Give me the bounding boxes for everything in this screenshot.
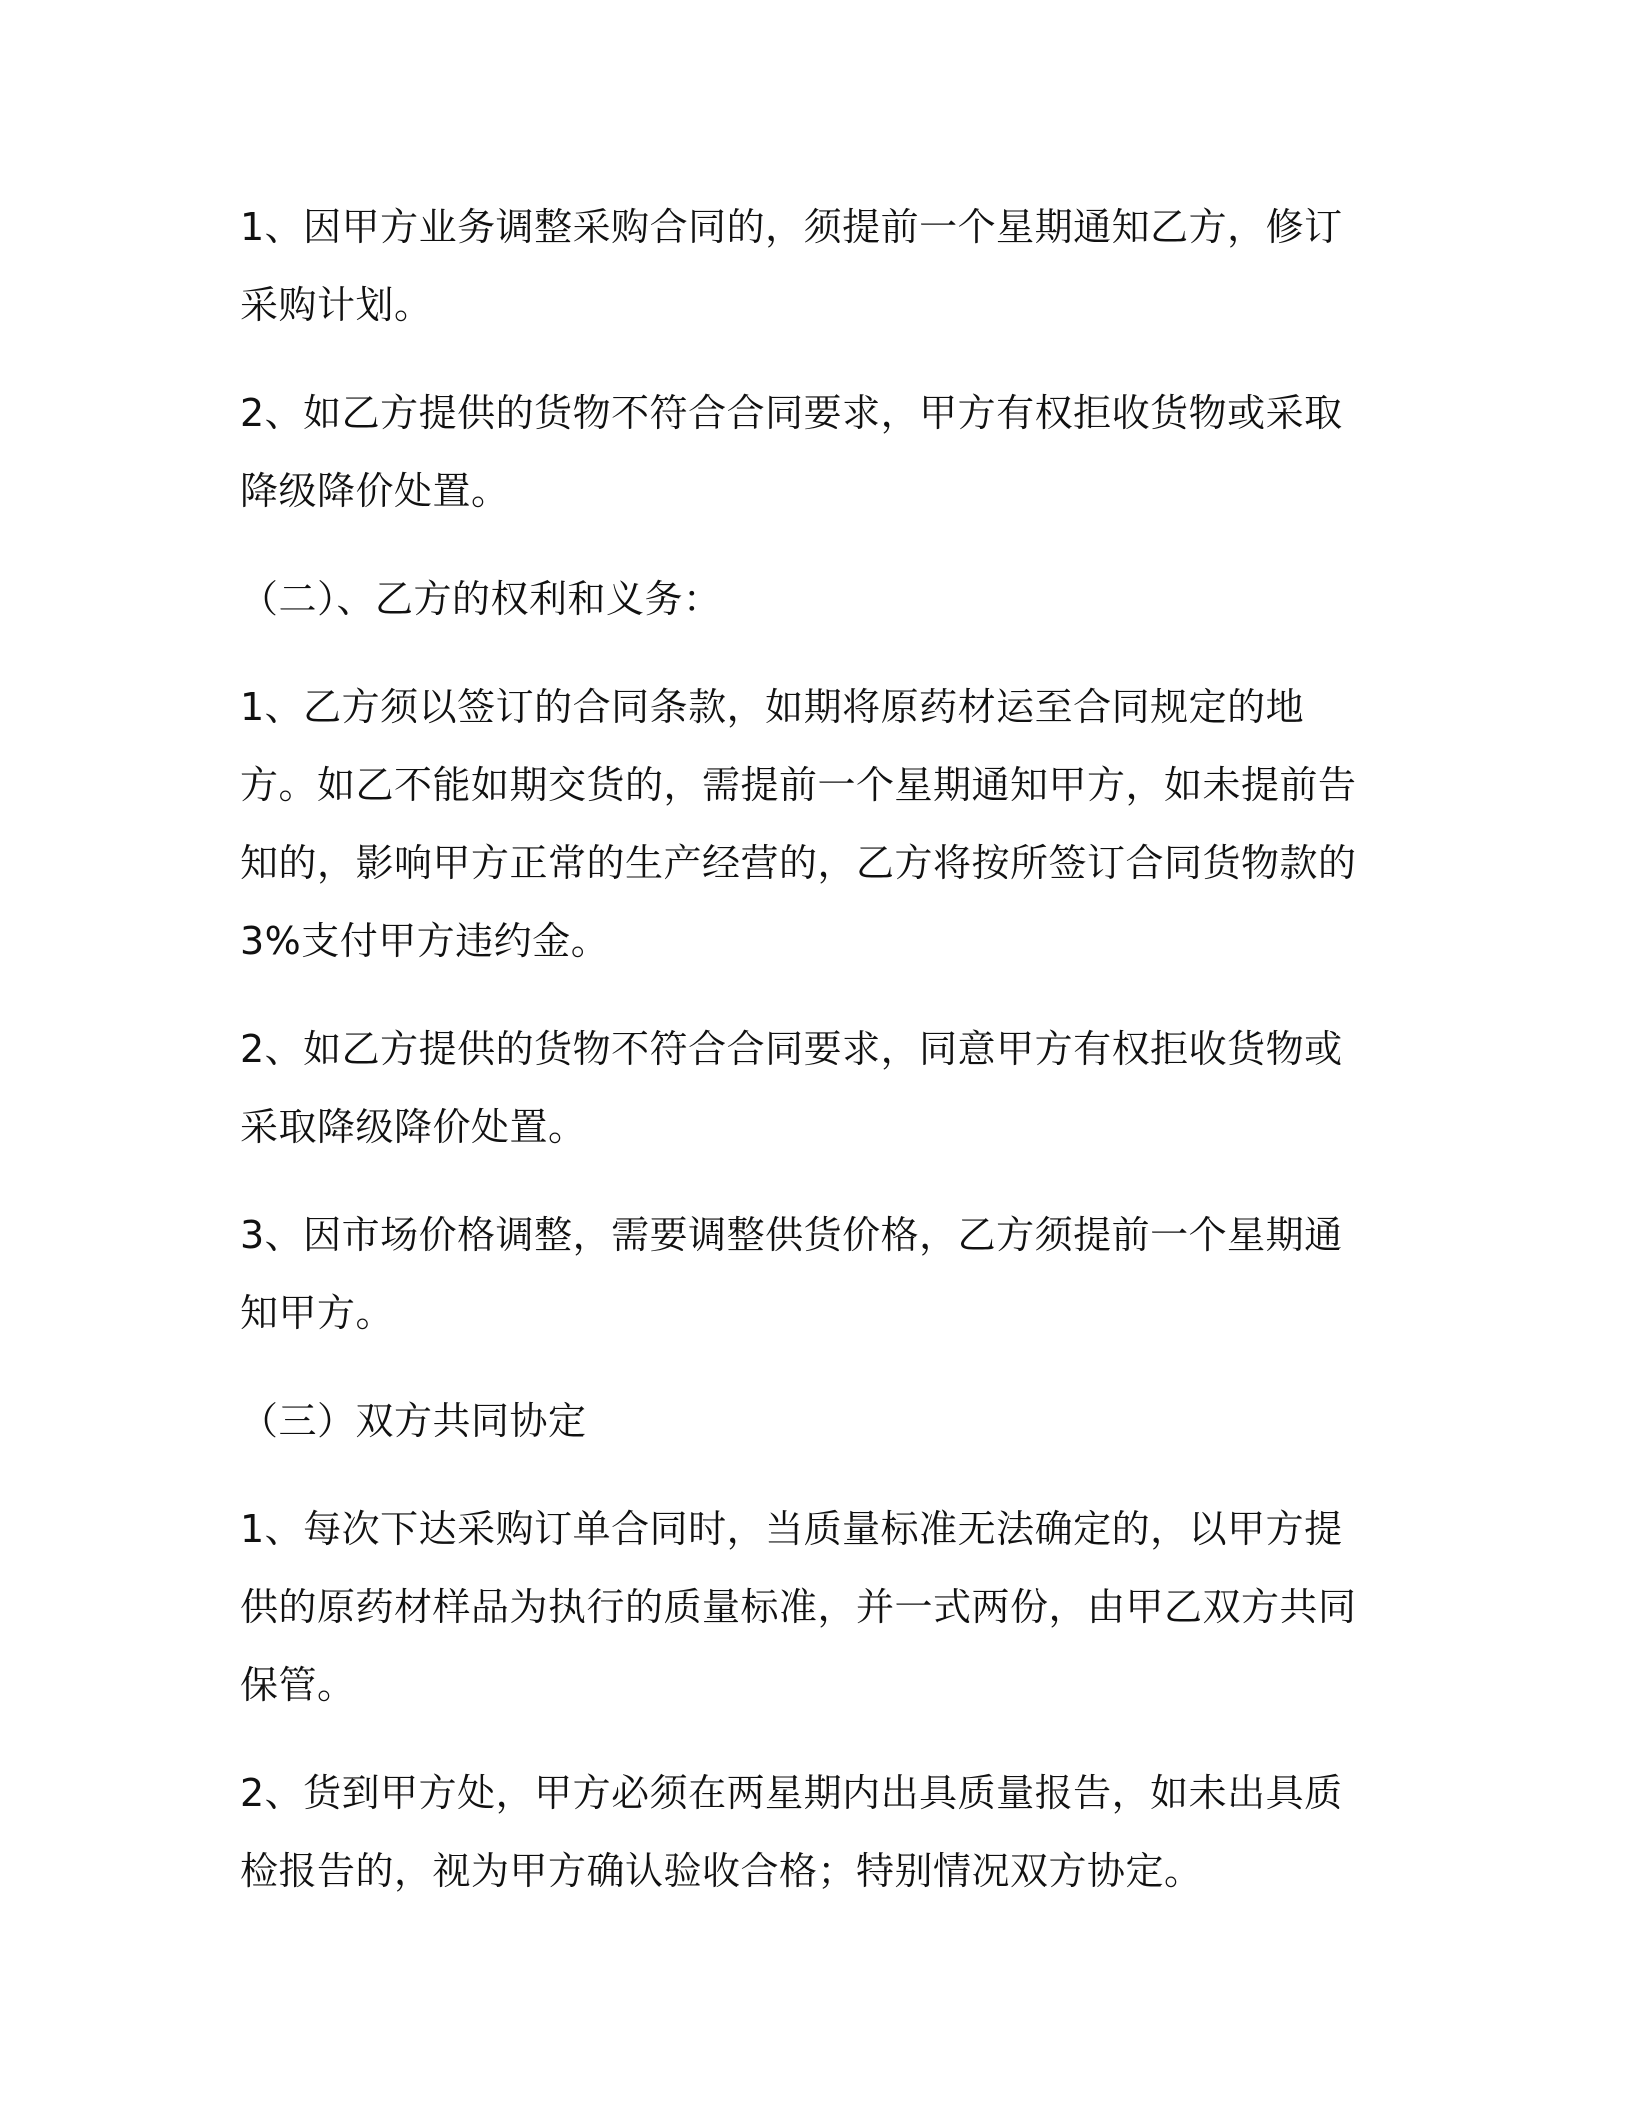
section-heading-party-b: （二）、乙方的权利和义务：: [240, 577, 722, 621]
paragraph-party-b-3: 3、因市场价格调整，需要调整供货价格，乙方须提前一个星期通知甲方。: [240, 1213, 1343, 1335]
document-body: [240, 188, 1380, 1940]
paragraph-mutual-1: 1、每次下达采购订单合同时，当质量标准无法确定的，以甲方提供的原药材样品为执行的质量标准，并一式两份，由甲乙双方共同保管。: [240, 1507, 1357, 1707]
section-heading-mutual: （三）双方共同协定: [240, 1399, 587, 1443]
paragraph-party-a-2: 2、如乙方提供的货物不符合合同要求，甲方有权拒收货物或采取降级降价处置。: [240, 391, 1343, 513]
paragraph-party-b-2: 2、如乙方提供的货物不符合合同要求，同意甲方有权拒收货物或采取降级降价处置。: [240, 1027, 1343, 1149]
paragraph-mutual-2: 2、货到甲方处，甲方必须在两星期内出具质量报告，如未出具质检报告的，视为甲方确认验收合格；特别情况双方协定。: [240, 1771, 1343, 1893]
paragraph-party-a-1: 1、因甲方业务调整采购合同的，须提前一个星期通知乙方，修订采购计划。: [240, 205, 1343, 327]
paragraph-party-b-1: 1、乙方须以签订的合同条款，如期将原药材运至合同规定的地方。如乙不能如期交货的，需提前一个星期通知甲方，如未提前告知的，影响甲方正常的生产经营的，乙方将按所签订合同货物款的 3%支付甲方违约金。: [240, 685, 1357, 963]
